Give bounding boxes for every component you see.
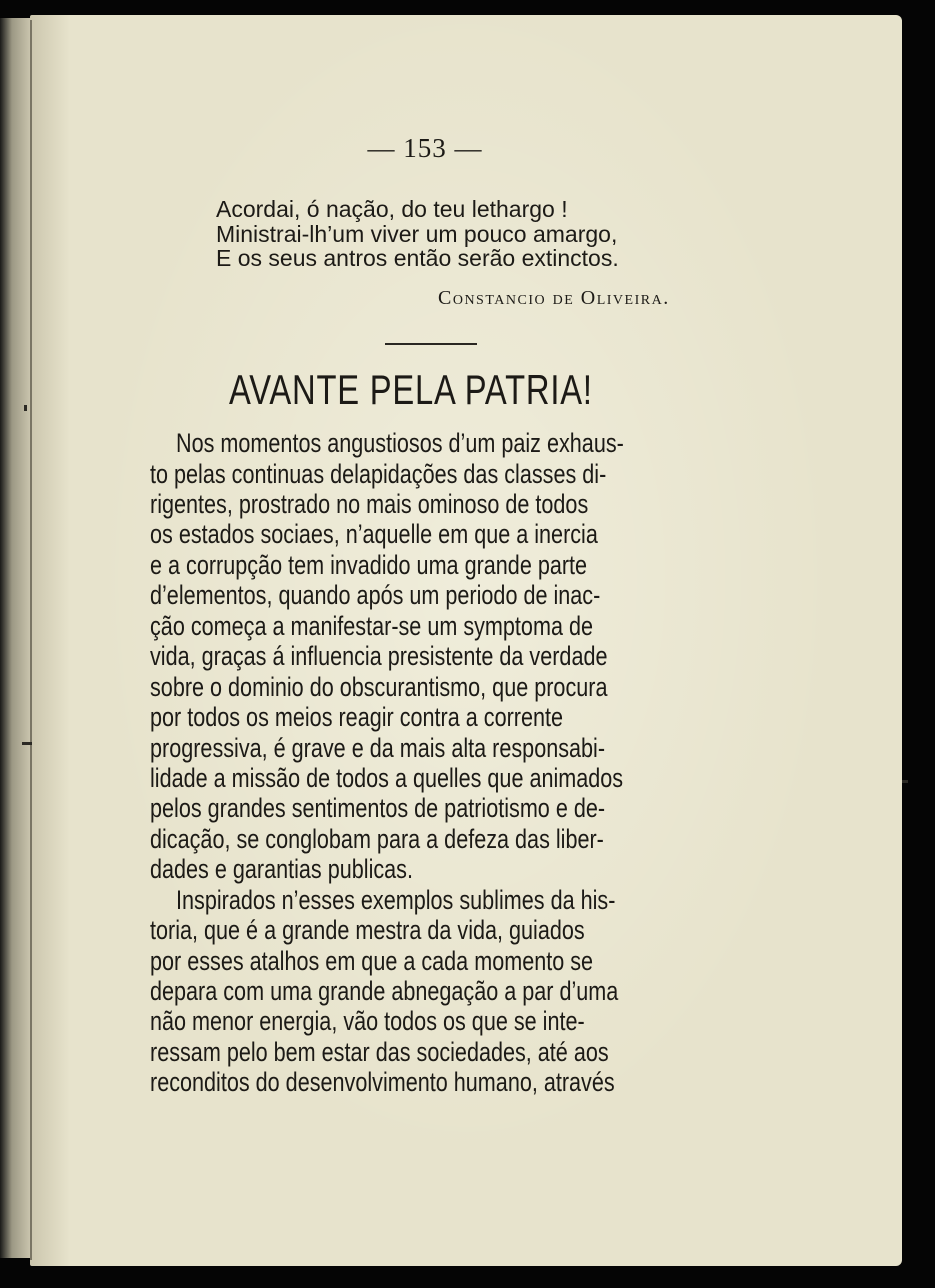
body-line: não menor energia, vão todos os que se inte- xyxy=(150,1006,585,1036)
body-line: Nos momentos angustiosos d’um paiz exhaus- xyxy=(176,428,624,458)
body-line: dicação, se conglobam para a defeza das liber- xyxy=(150,824,604,854)
page-number: — 153 — xyxy=(367,133,483,163)
body-line: pelos grandes sentimentos de patriotismo e de- xyxy=(150,793,606,823)
verse-line: Ministrai-lh’um viver um pouco amargo, xyxy=(216,221,618,247)
body-line: to pelas continuas delapidações das classes di- xyxy=(150,459,607,489)
book-spine-edge xyxy=(0,18,30,1258)
verse-line: Acordai, ó nação, do teu lethargo ! xyxy=(216,196,568,222)
body-line: por todos os meios reagir contra a corrente xyxy=(150,702,564,732)
body-line: d’elementos, quando após um periodo de inac- xyxy=(150,580,601,610)
verse-author: Constancio de Oliveira. xyxy=(438,287,670,309)
body-line: ção começa a manifestar-se um symptoma de xyxy=(150,611,593,641)
body-line: toria, que é a grande mestra da vida, guiados xyxy=(150,915,585,945)
margin-mark xyxy=(22,742,32,745)
body-line: depara com uma grande abnegação a par d’uma xyxy=(150,976,619,1006)
margin-mark xyxy=(902,780,908,783)
body-line: reconditos do desenvolvimento humano, através xyxy=(150,1067,615,1097)
margin-mark xyxy=(24,405,27,411)
body-line: lidade a missão de todos a quelles que animados xyxy=(150,763,624,793)
body-line: progressiva, é grave e da mais alta responsabi- xyxy=(150,733,606,763)
body-line: sobre o dominio do obscurantismo, que procura xyxy=(150,672,608,702)
body-line: os estados sociaes, n’aquelle em que a inercia xyxy=(150,519,598,549)
body-line: ressam pelo bem estar das sociedades, até aos xyxy=(150,1037,609,1067)
section-divider xyxy=(385,343,477,345)
body-line: dades e garantias publicas. xyxy=(150,854,413,884)
body-line: vida, graças á influencia presistente da verdade xyxy=(150,641,608,671)
verse-line: E os seus antros então serão extinctos. xyxy=(216,245,619,271)
body-line: Inspirados n’esses exemplos sublimes da his- xyxy=(176,885,616,915)
article-title: AVANTE PELA PATRIA! xyxy=(229,366,593,413)
body-line: e a corrupção tem invadido uma grande parte xyxy=(150,550,588,580)
body-line: rigentes, prostrado no mais ominoso de todos xyxy=(150,489,589,519)
body-line: por esses atalhos em que a cada momento se xyxy=(150,946,594,976)
page-gutter xyxy=(30,20,32,1260)
